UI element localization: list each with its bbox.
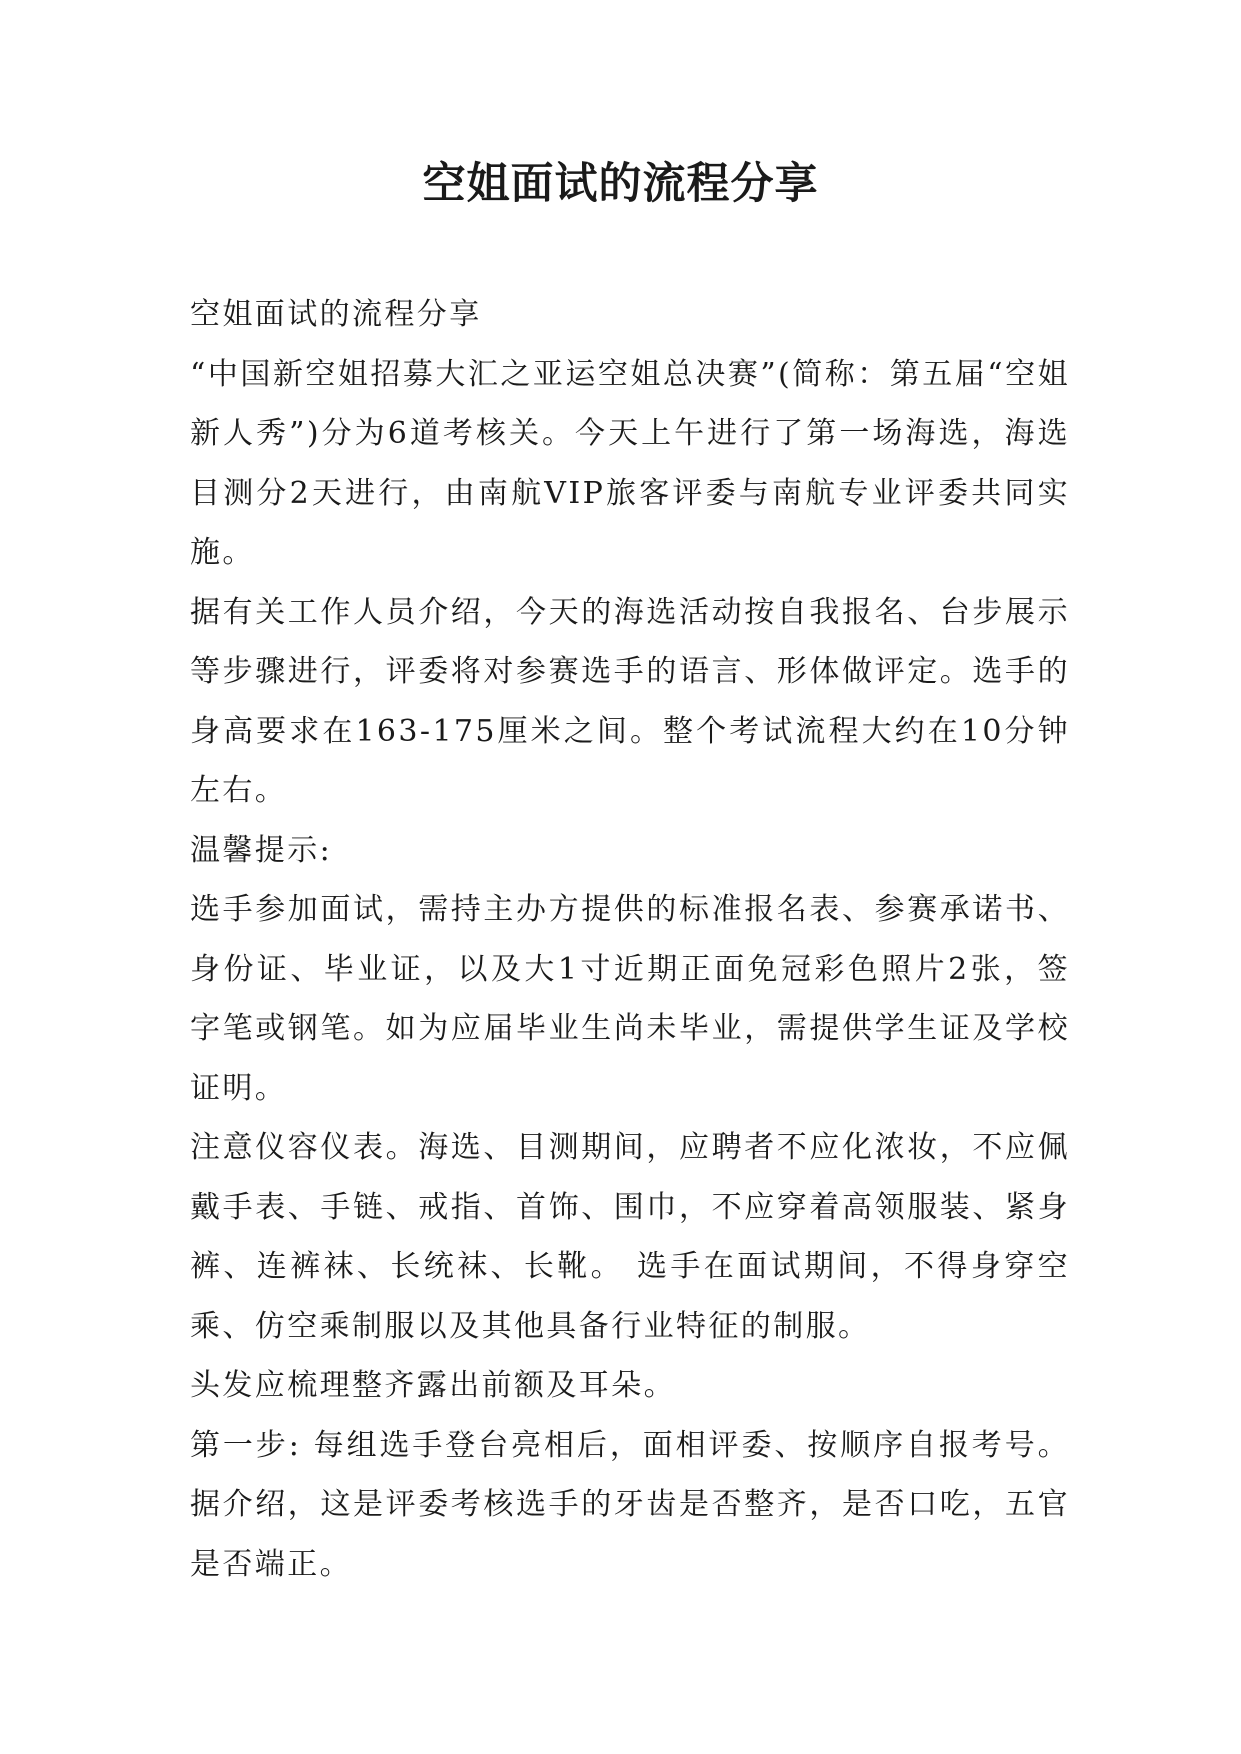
document-body <box>190 285 1070 1594</box>
paragraph-required-documents: 选手参加面试，需持主办方提供的标准报名表、参赛承诺书、身份证、毕业证，以及大1寸近期正面免冠彩色照片2张，签字笔或钢笔。如为应届毕业生尚未毕业，需提供学生证及学校证明。 <box>190 892 1070 1106</box>
document-title: 空姐面试的流程分享 <box>422 159 819 209</box>
paragraph-tips-heading: 温馨提示: <box>190 832 333 868</box>
paragraph-step-one: 第一步: 每组选手登台亮相后，面相评委、按顺序自报考号。据介绍，这是评委考核选手的牙齿是否整齐，是否口吃，五官是否端正。 <box>190 1427 1070 1582</box>
paragraph-intro: “中国新空姐招募大汇之亚运空姐总决赛”(简称：第五届“空姐新人秀”)分为6道考核关。今天上午进行了第一场海选，海选目测分2天进行，由南航VIP旅客评委与南航专业评委共同实施。 <box>190 356 1070 570</box>
paragraph-subtitle: 空姐面试的流程分享 <box>190 297 482 332</box>
paragraph-hair: 头发应梳理整齐露出前额及耳朵。 <box>190 1368 676 1403</box>
paragraph-audition-details: 据有关工作人员介绍，今天的海选活动按自我报名、台步展示等步骤进行，评委将对参赛选手的语言、形体做评定。选手的身高要求在163-175厘米之间。整个考试流程大约在10分钟左右。 <box>190 594 1070 808</box>
paragraph-appearance-rules: 注意仪容仪表。海选、目测期间，应聘者不应化浓妆，不应佩戴手表、手链、戒指、首饰、围巾，不应穿着高领服装、紧身裤、连裤袜、长统袜、长靴。 选手在面试期间，不得身穿空乘、仿空乘制服以及其他具备行业特征的制服。 <box>190 1130 1070 1344</box>
